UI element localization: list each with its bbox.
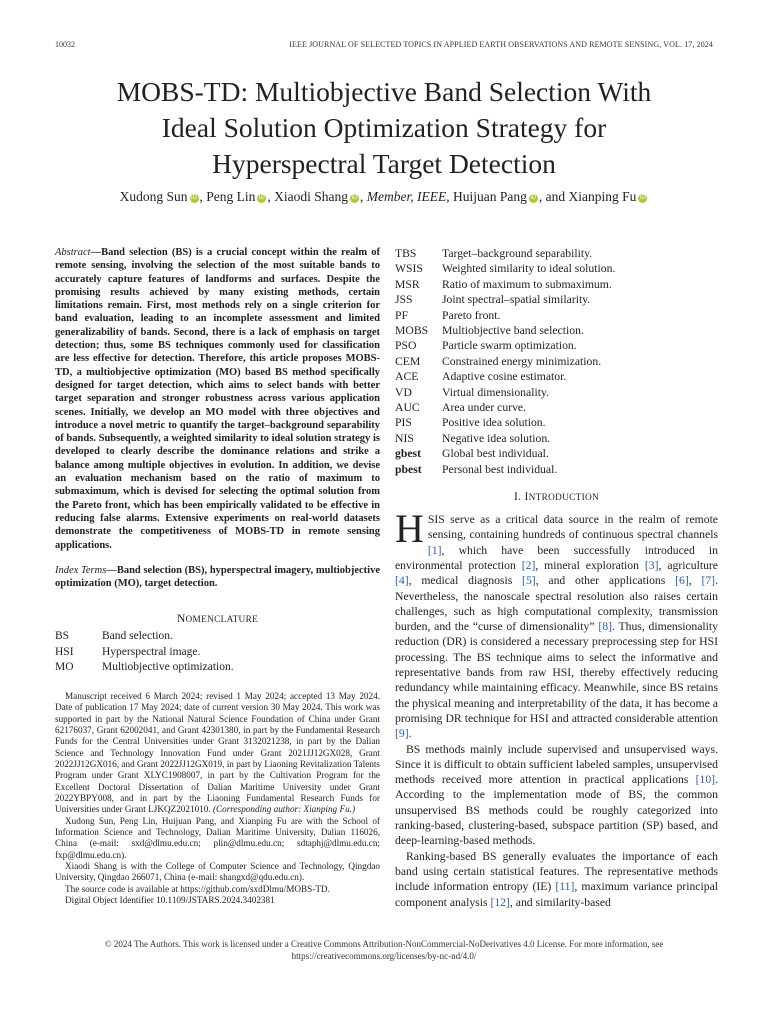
and-connector: , and xyxy=(538,189,566,204)
orcid-icon[interactable]: iD xyxy=(259,195,265,201)
author-list: Xudong Sun iD , Peng Lin iD , Xiaodi Shang iD , Member, IEEE, Huijuan Pang iD , and Xianping Fu iD xyxy=(119,189,646,204)
title-line-1: MOBS-TD: Multiobjective Band Selection With xyxy=(116,76,652,107)
journal-name: IEEE JOURNAL OF SELECTED TOPICS IN APPLIED EARTH OBSERVATIONS AND REMOTE SENSING, VOL. 17, 2024 xyxy=(289,40,713,49)
citation-link[interactable]: [6] xyxy=(675,574,689,588)
nomenclature-row: MSR Ratio of maximum to submaximum. xyxy=(395,277,612,291)
citation-link[interactable]: [5] xyxy=(522,574,536,588)
abstract xyxy=(55,246,380,552)
citation-link[interactable]: [1] xyxy=(427,543,442,557)
nomenclature-row: VD Virtual dimensionality. xyxy=(395,385,549,399)
nomenclature-row: NIS Negative idea solution. xyxy=(395,431,551,445)
title-line-2: Ideal Solution Optimization Strategy for xyxy=(161,112,607,143)
nomenclature-row: AUC Area under curve. xyxy=(395,401,527,415)
license-link[interactable]: https://creativecommons.org/licenses/by-nc-nd/4.0/ xyxy=(291,951,477,961)
citation-link[interactable]: [3] xyxy=(644,558,659,572)
abstract-label: Abstract xyxy=(55,247,91,258)
intro-paragraph-3: Ranking-based BS generally evaluates the importance of each band using certain statistical features. The representative methods include information entropy (IE) [11], maximum variance principal component analysis [12], and similarity-based xyxy=(395,849,718,909)
nomenclature-row: MOBS Multiobjective band selection. xyxy=(395,324,584,338)
member-title: Member, IEEE xyxy=(366,189,447,204)
citation-link[interactable]: [4] xyxy=(395,574,409,588)
nomenclature-row: WSIS Weighted similarity to ideal solution. xyxy=(395,262,616,276)
footnotes xyxy=(55,691,380,907)
introduction-heading: I. INTRODUCTION xyxy=(513,491,600,504)
orcid-icon[interactable]: iD xyxy=(191,195,197,201)
footnote-affiliation-1: Xudong Sun, Peng Lin, Huijuan Pang, and Xianping Fu are with the School of Information Science and Technology, Dalian Maritime University, Dalian 116026, China (e-mail: sxd@dlmu.edu.cn; plin@dlmu.edu.cn; sdtaphj@dlmu.edu.cn; fxp@dlmu.edu.cn). xyxy=(55,815,380,860)
nomenclature-row: JSS Joint spectral–spatial similarity. xyxy=(395,293,591,307)
citation-link[interactable]: [11] xyxy=(555,880,575,894)
author-4: Huijuan Pang xyxy=(452,189,527,204)
intro-paragraph-2: BS methods mainly include supervised and unsupervised ways. Since it is difficult to obtain sufficient labeled samples, unsupervised methods received more attention in practical applications [10]. According to the implementation mode of BS, the common unsupervised BS methods could be roughly categorized into ranking-based, clustering-based, subspace partition (SP) based, and deep-learning-based methods. xyxy=(395,742,718,848)
abstract-text: —Band selection (BS) is a crucial concept within the realm of remote sensing, involving the selection of the most suitable bands to accurately capture features of landforms and surfaces. Despite the promising results achieved by many existing methods, certain limitations remain. First, most methods rely on a single criterion for band evaluation, leading to an incomplete assessment and limited generalizability of bands. Second, there is a lack of emphasis on target detection; thus, some BS techniques commonly used for classification are less effective for detection. Therefore, this article proposes MOBS-TD, a multiobjective optimization (MO) based BS method specifically designed for target detection, which aims to select bands with better target separation and stronger robustness across various application scenes. Initially, we develop an MO model with three objectives and introduce a novel metric to quantify the target–background separability of bands. Subsequently, a weighted similarity to ideal solution strategy is developed to clearly describe the dominance relations and strike a balance among multiple objectives in evolution. In addition, we devise an evaluation mechanism based on the ratio of maximum to submaximum, which is devised for selecting the optimal solution from the Pareto front, which has been empirically validated to be effective in reducing false alarms. Extensive experiments on real-world datasets demonstrate the competitiveness of MOBS-TD in remote sensing applications. xyxy=(55,247,380,551)
nomenclature-row: TBS Target–background separability. xyxy=(395,247,593,260)
footnote-doi: Digital Object Identifier 10.1109/JSTARS.2024.3402381 xyxy=(65,895,275,906)
nomenclature-row: PF Pareto front. xyxy=(395,308,501,322)
citation-link[interactable]: [12] xyxy=(490,895,510,909)
citation-link[interactable]: [10] xyxy=(695,773,716,787)
index-terms-label: Index Terms xyxy=(55,564,107,576)
citation-link[interactable]: [8] xyxy=(598,620,612,634)
intro-paragraph-1: HSIS serve as a critical data source in the realm of remote sensing, containing hundreds of continuous spectral channels [1], which have been successfully introduced in environmental protection [2], mineral exploration [3], agriculture [4], medical diagnosis [5], and other applications [6], [7]. Nevertheless, the nanoscale spectral resolution also raises certain challenges, such as high computational complexity, transmission burden, and the “curse of dimensionality” [8]. Thus, dimensionality reduction (DR) is considered a necessary preprocessing step for HSI processing. The BS technique aims to select the informative and representative bands from raw HSI, thereby effectively reducing redundancy while maintaining efficacy. Meanwhile, since BS retains the physical meaning and interpretability of the data, it has become a promising DR technique for HSI and attracted considerable attention [9]. xyxy=(395,506,718,741)
license-line-1: © 2024 The Authors. This work is licensed under a Creative Commons Attribution-NonCommercial-NoDerivatives 4.0 License. For more information, see xyxy=(104,939,664,949)
author-1: Xudong Sun xyxy=(119,189,188,204)
orcid-icon[interactable]: iD xyxy=(351,195,358,201)
citation-link[interactable]: [7] xyxy=(701,574,716,588)
drop-cap: H xyxy=(395,506,424,552)
paper-title xyxy=(40,74,728,182)
orcid-icon[interactable]: iD xyxy=(530,195,537,201)
nomenclature-row: PSO Particle swarm optimization. xyxy=(395,339,577,353)
nomenclature-row: ACE Adaptive cosine estimator. xyxy=(395,370,567,384)
nomenclature-row: CEM Constrained energy minimization. xyxy=(395,354,602,368)
citation-link[interactable]: [2] xyxy=(521,558,536,572)
nomenclature-row: MO Multiobjective optimization. xyxy=(55,661,234,674)
introduction-body xyxy=(395,506,718,910)
author-2: Peng Lin xyxy=(206,189,256,204)
left-column xyxy=(55,246,380,906)
index-terms-text: —Band selection (BS), hyperspectral imagery, multiobjective optimization (MO), target detection. xyxy=(55,564,381,590)
page-number: 10032 xyxy=(55,40,75,49)
author-5: Xianping Fu xyxy=(568,189,637,204)
license-notice xyxy=(40,938,728,962)
index-terms xyxy=(55,564,380,591)
nomenclature-list-left xyxy=(55,629,380,676)
nomenclature-row: BS Band selection. xyxy=(55,630,173,643)
orcid-icon[interactable]: iD xyxy=(640,195,646,201)
nomenclature-list-right xyxy=(395,246,718,477)
footnote-source-code: The source code is available at https://github.com/sxdDlmu/MOBS-TD. xyxy=(65,883,330,894)
nomenclature-row: gbest Global best individual. xyxy=(395,447,549,461)
title-line-3: Hyperspectral Target Detection xyxy=(212,148,556,179)
nomenclature-row: pbest Personal best individual. xyxy=(395,462,558,476)
citation-link[interactable]: [9] xyxy=(395,727,409,741)
footnote-affiliation-2: Xiaodi Shang is with the College of Computer Science and Technology, Qingdao University, Qingdao 266071, China (e-mail: shangxd@qdu.edu.cn). xyxy=(55,861,380,883)
nomenclature-heading: NOMENCLATURE xyxy=(176,613,259,626)
author-3: Xiaodi Shang xyxy=(274,189,348,204)
nomenclature-row: HSI Hyperspectral image. xyxy=(55,645,201,658)
right-column xyxy=(395,246,718,910)
nomenclature-row: PIS Positive idea solution. xyxy=(395,416,546,430)
footnote-funding: Manuscript received 6 March 2024; revised 1 May 2024; accepted 13 May 2024. Date of publication 17 May 2024; date of current version 30 May 2024. This work was supported in part by the National Natural Science Foundation of China under Grant 62176037, Grant 62002041, and Grant 42301380, in part by the Fundamental Research Funds for the Central Universities under Grant 3132021238, in part by the Dalian Science and Technology Innovation Fund under Grant 2021JJ12GX028, Grant 2022JJ12GX016, and Grant 2022JJ12GX019, in part by Liaoning Revitalization Talents Program under Grant XLYC1908007, in part by the Cultivation Program for the Excellent Doctoral Dissertation of Dalian Maritime University under Grant 2022YBPY008, and in part by the Liaoning Fundamental Research Funds for Universities under Grant LJKQZ2021010. (Corresponding author: Xianping Fu.) xyxy=(55,690,380,815)
